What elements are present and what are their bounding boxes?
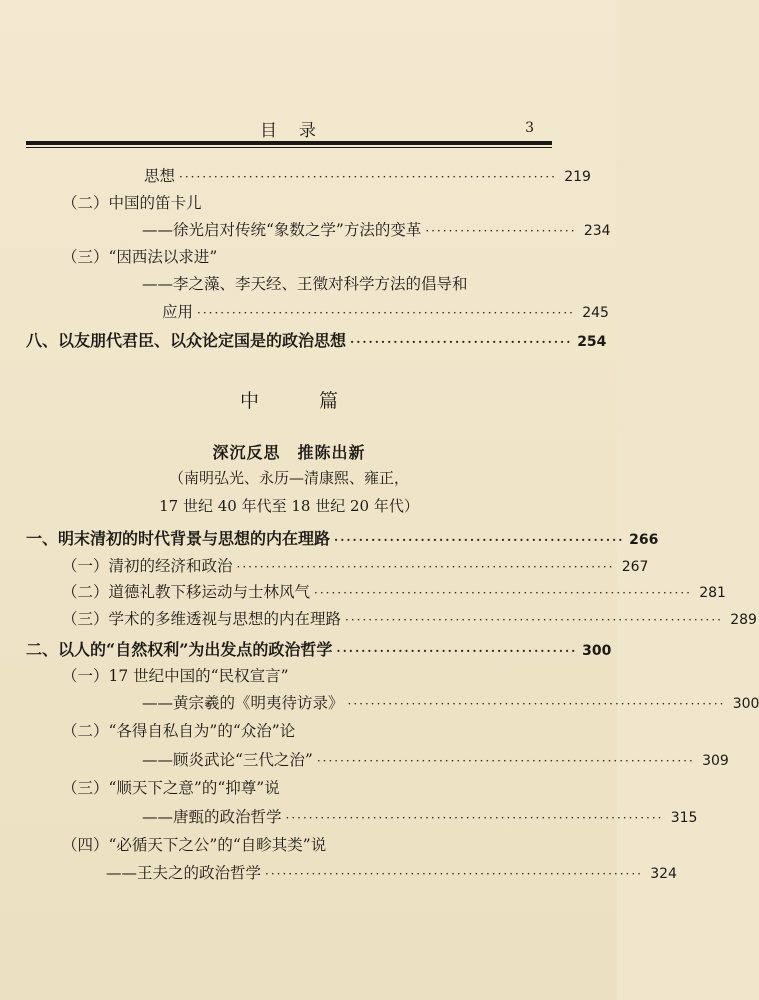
toc-entry[interactable]: （一）清初的经济和政治 ································································· 267 — [62, 557, 649, 575]
leader-dots: ································································· — [285, 811, 664, 825]
leader-dots: ································································· — [179, 170, 557, 184]
toc-entry[interactable]: （二）中国的笛卡儿 — [62, 194, 202, 212]
toc-entry[interactable]: ——顾炎武论“三代之治” ································································· 309 — [142, 751, 729, 769]
leader-dots: ······································· — [336, 644, 578, 658]
toc-entry[interactable]: （三）“因西法以求进” — [62, 248, 218, 266]
toc-entry[interactable]: （四）“必循天下之公”的“自畛其类”说 — [62, 836, 327, 854]
leader-dots: ································································· — [345, 613, 723, 627]
toc-entry[interactable]: ——李之藻、李天经、王徵对科学方法的倡导和 — [142, 275, 468, 293]
part-subtitle: 深沉反思 推陈出新 — [212, 443, 366, 462]
toc-entry[interactable]: 思想 ································································· 219 — [144, 167, 591, 185]
part-period-line-1: （南明弘光、永历—清康熙、雍正， — [168, 469, 409, 487]
toc-chapter[interactable]: 一、明末清初的时代背景与思想的内在理路 ··············································· 266 — [26, 529, 659, 548]
header-title: 目录 — [260, 121, 338, 141]
toc-entry[interactable]: （三）学术的多维透视与思想的内在理路 ································································· 289 — [62, 610, 757, 628]
header-page-number: 3 — [525, 120, 534, 136]
toc-chapter[interactable]: 二、以人的“自然权利”为出发点的政治哲学 ······································· 300 — [26, 640, 612, 659]
toc-entry[interactable]: （二）“各得自私自为”的“众治”论 — [62, 722, 296, 740]
toc-chapter[interactable]: 八、以友朋代君臣、以众论定国是的政治思想 ···································· 254 — [26, 331, 607, 350]
toc-entry[interactable]: ——王夫之的政治哲学 ································································· 324 — [106, 864, 677, 882]
toc-entry[interactable]: ——黄宗羲的《明夷待访录》 ································································· 300 — [142, 694, 759, 712]
leader-dots: ································································· — [197, 306, 575, 320]
leader-dots: ································································· — [236, 560, 615, 574]
toc-entry[interactable]: （二）道德礼教下移运动与士林风气 ································································· 281 — [62, 583, 726, 601]
toc-entry[interactable]: 应用 ································································· 245 — [162, 303, 609, 321]
part-title: 中篇 — [239, 390, 398, 412]
toc-entry[interactable]: （三）“顺天下之意”的“抑尊”说 — [62, 779, 280, 797]
leader-dots: ································································· — [314, 586, 692, 600]
leader-dots: ································································· — [316, 754, 695, 768]
leader-dots: ································································· — [265, 867, 643, 881]
toc-entry[interactable]: （一）17 世纪中国的“民权宣言” — [62, 667, 289, 685]
toc-entry[interactable]: ——唐甄的政治哲学 ································································· 315 — [142, 808, 698, 826]
part-period-line-2: 17 世纪 40 年代至 18 世纪 20 年代） — [159, 497, 419, 515]
leader-dots: ···································· — [350, 335, 573, 349]
leader-dots: ·························· — [425, 224, 577, 238]
toc-entry[interactable]: ——徐光启对传统“象数之学”方法的变革 ·························· 234 — [142, 221, 611, 239]
leader-dots: ··············································· — [334, 533, 625, 547]
leader-dots: ································································· — [347, 697, 726, 711]
